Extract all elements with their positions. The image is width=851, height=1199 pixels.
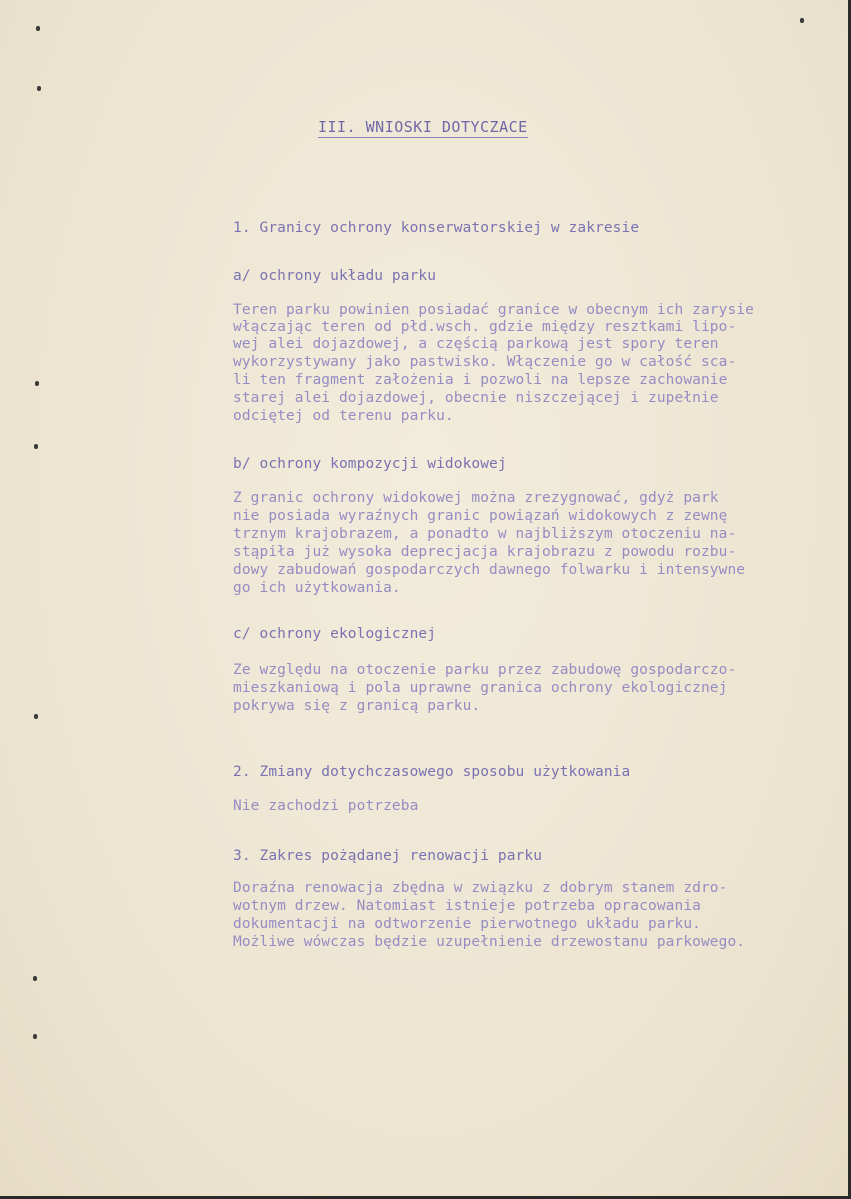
- subsection-b-title: b/ ochrony kompozycji widokowej: [233, 456, 507, 472]
- section-2-text: Nie zachodzi potrzeba: [233, 798, 419, 814]
- scan-speck: [34, 444, 38, 449]
- section-2-title: 2. Zmiany dotychczasowego sposobu użytkowania: [233, 764, 631, 780]
- subsection-a-line: wej alei dojazdowej, a częścią parkową jest spory teren: [233, 336, 719, 352]
- page-heading: III. WNIOSKI DOTYCZACE: [318, 118, 528, 136]
- section-3-line: Możliwe wówczas będzie uzupełnienie drzewostanu parkowego.: [233, 934, 746, 950]
- scan-speck: [36, 26, 40, 31]
- scan-speck: [33, 976, 37, 981]
- subsection-b-line: nie posiada wyraźnych granic powiązań widokowych z zewnę: [233, 508, 728, 524]
- scan-speck: [37, 86, 41, 91]
- subsection-b-line: trznym krajobrazem, a ponadto w najbliższym otoczeniu na-: [233, 526, 737, 542]
- subsection-b-line: Z granic ochrony widokowej można zrezygnować, gdyż park: [233, 490, 719, 506]
- scan-speck: [33, 1034, 37, 1039]
- section-3-line: wotnym drzew. Natomiast istnieje potrzeba opracowania: [233, 898, 701, 914]
- section-3-line: Doraźna renowacja zbędna w związku z dobrym stanem zdro-: [233, 880, 728, 896]
- subsection-a-line: li ten fragment założenia i pozwoli na lepsze zachowanie: [233, 372, 728, 388]
- section-3-line: dokumentacji na odtworzenie pierwotnego układu parku.: [233, 916, 701, 932]
- subsection-a-line: starej alei dojazdowej, obecnie niszczejącej i zupełnie: [233, 390, 719, 406]
- subsection-a-line: włączając teren od płd.wsch. gdzie między resztkami lipo-: [233, 319, 737, 335]
- scan-speck: [800, 18, 804, 23]
- subsection-b-line: go ich użytkowania.: [233, 580, 401, 596]
- section-3-title: 3. Zakres pożądanej renowacji parku: [233, 848, 543, 864]
- subsection-a-line: wykorzystywany jako pastwisko. Włączenie go w całość sca-: [233, 354, 737, 370]
- subsection-a-line: odciętej od terenu parku.: [233, 408, 454, 424]
- subsection-c-line: pokrywa się z granicą parku.: [233, 698, 481, 714]
- subsection-b-line: stąpiła już wysoka deprecjacja krajobrazu z powodu rozbu-: [233, 544, 737, 560]
- section-1-title: 1. Granicy ochrony konserwatorskiej w zakresie: [233, 220, 640, 236]
- subsection-b-line: dowy zabudowań gospodarczych dawnego folwarku i intensywne: [233, 562, 746, 578]
- subsection-a-title: a/ ochrony układu parku: [233, 268, 437, 284]
- subsection-c-line: Ze względu na otoczenie parku przez zabudowę gospodarczo-: [233, 662, 737, 678]
- scan-speck: [34, 714, 38, 719]
- scan-speck: [35, 381, 39, 386]
- subsection-c-title: c/ ochrony ekologicznej: [233, 626, 437, 642]
- subsection-a-line: Teren parku powinien posiadać granice w obecnym ich zarysie: [233, 302, 754, 318]
- subsection-c-line: mieszkaniową i pola uprawne granica ochrony ekologicznej: [233, 680, 728, 696]
